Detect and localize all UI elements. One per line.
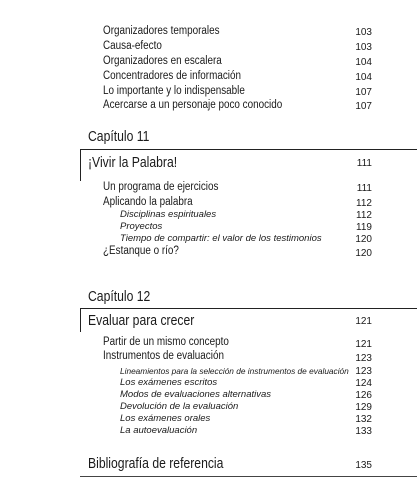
- chapter-title: Evaluar para crecer: [88, 313, 195, 329]
- toc-page-number: 135: [355, 460, 372, 471]
- chapter-page-number: 121: [355, 316, 372, 327]
- toc-subentry: Los exámenes escritos: [120, 377, 218, 388]
- toc-page-number: 124: [355, 378, 372, 389]
- toc-subentry: La autoevaluación: [120, 425, 198, 436]
- chapter-page-number: 111: [356, 158, 372, 169]
- toc-page-number: 107: [355, 87, 372, 98]
- toc-page-number: 104: [355, 72, 372, 83]
- toc-subentry: Tiempo de compartir: el valor de los testimonios: [120, 233, 322, 244]
- toc-page-number: 123: [355, 366, 372, 377]
- toc-subentry: Proyectos: [120, 221, 163, 232]
- bibliography-rule: [80, 476, 417, 477]
- toc-entry: Organizadores temporales: [103, 25, 220, 37]
- toc-entry: Partir de un mismo concepto: [103, 336, 229, 348]
- toc-page-number: 107: [355, 101, 372, 112]
- toc-page-number: 104: [355, 57, 372, 68]
- chapter-rule: [80, 308, 417, 309]
- toc-entry: Organizadores en escalera: [103, 55, 222, 67]
- toc-page-number: 119: [356, 222, 372, 233]
- toc-page-number: 112: [356, 210, 372, 221]
- toc-page-number: 129: [355, 402, 372, 413]
- toc-subentry: Los exámenes orales: [120, 413, 211, 424]
- toc-subentry: Lineamientos para la selección de instrumentos de evaluación: [120, 366, 349, 376]
- toc-entry: Un programa de ejercicios: [103, 181, 219, 193]
- toc-entry: Aplicando la palabra: [103, 196, 193, 208]
- toc-page-number: 126: [355, 390, 372, 401]
- chapter-rule: [80, 149, 417, 150]
- toc-subentry: Disciplinas espirituales: [120, 209, 217, 220]
- chapter-rule-side: [80, 308, 81, 332]
- chapter-label: Capítulo 11: [88, 129, 150, 145]
- toc-page-number: 132: [355, 414, 372, 425]
- toc-page-number: 123: [355, 353, 372, 364]
- toc-page-number: 120: [355, 248, 372, 259]
- toc-page-number: 121: [355, 339, 372, 350]
- toc-subentry: Modos de evaluaciones alternativas: [120, 389, 272, 400]
- toc-entry: Acercarse a un personaje poco conocido: [103, 99, 283, 111]
- toc-page-number: 133: [355, 426, 372, 437]
- toc-entry: Causa-efecto: [103, 40, 162, 52]
- bibliography-title: Bibliografía de referencia: [88, 456, 224, 472]
- toc-page-number: 111: [356, 183, 372, 194]
- chapter-label: Capítulo 12: [88, 289, 151, 305]
- toc-page-number: 112: [356, 198, 372, 209]
- toc-entry: ¿Estanque o río?: [103, 245, 179, 257]
- toc-entry: Lo importante y lo indispensable: [103, 85, 245, 97]
- chapter-title: ¡Vivir la Palabra!: [88, 155, 178, 171]
- toc-entry: Concentradores de información: [103, 70, 241, 82]
- toc-entry: Instrumentos de evaluación: [103, 350, 224, 362]
- toc-page-number: 120: [355, 234, 372, 245]
- chapter-rule-side: [80, 149, 81, 181]
- toc-page-number: 103: [355, 27, 372, 38]
- toc-page-number: 103: [355, 42, 372, 53]
- toc-subentry: Devolución de la evaluación: [120, 401, 239, 412]
